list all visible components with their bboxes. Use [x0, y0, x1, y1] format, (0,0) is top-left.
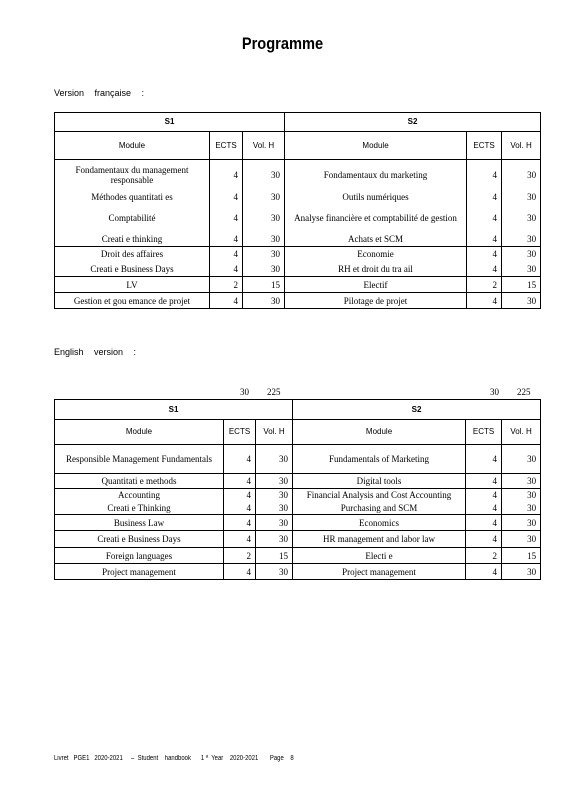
- table-row: [55, 502, 541, 515]
- english-version-label: English version :: [54, 347, 137, 357]
- module-cell: Project management: [293, 564, 466, 580]
- semester-header-row: [55, 113, 541, 132]
- hours-cell: 15: [502, 277, 541, 293]
- hours-cell: 30: [243, 160, 285, 190]
- ects-header: ECTS: [466, 420, 502, 445]
- module-cell: Economics: [293, 515, 466, 531]
- ects-cell: 4: [224, 564, 256, 580]
- hours-cell: 30: [502, 531, 541, 548]
- hours-cell: 30: [502, 474, 541, 489]
- module-header: Module: [55, 132, 210, 160]
- ects-cell: 4: [466, 474, 502, 489]
- ects-cell: 4: [210, 293, 243, 309]
- module-header: Module: [55, 420, 224, 445]
- module-cell: Electi e: [293, 548, 466, 564]
- semester-s2-header: S2: [285, 113, 541, 132]
- module-header: Module: [293, 420, 466, 445]
- ects-cell: 4: [210, 160, 243, 190]
- module-cell: Responsible Management Fundamentals: [55, 445, 224, 474]
- module-cell: Comptabilité: [55, 205, 210, 232]
- french-program-table: [54, 112, 541, 309]
- module-cell: Financial Analysis and Cost Accounting: [293, 489, 466, 502]
- ects-cell: 4: [224, 502, 256, 515]
- table-row: [55, 515, 541, 531]
- ects-header: ECTS: [210, 132, 243, 160]
- ects-cell: 4: [467, 160, 502, 190]
- module-cell: Gestion et gou emance de projet: [55, 293, 210, 309]
- module-cell: Fundamentals of Marketing: [293, 445, 466, 474]
- table-row: [55, 531, 541, 548]
- ects-cell: 4: [467, 232, 502, 247]
- ects-cell: 4: [466, 489, 502, 502]
- module-cell: Digital tools: [293, 474, 466, 489]
- module-cell: Creati e Thinking: [55, 502, 224, 515]
- module-cell: Outils numériques: [285, 190, 467, 205]
- ects-cell: 4: [224, 489, 256, 502]
- hours-cell: 30: [243, 232, 285, 247]
- ects-cell: 4: [210, 232, 243, 247]
- s1-total-ects: 30: [240, 387, 249, 397]
- table-row: [55, 548, 541, 564]
- volume-hours-header: Vol. H: [256, 420, 293, 445]
- module-cell: Creati e Business Days: [55, 531, 224, 548]
- ects-cell: 4: [466, 445, 502, 474]
- ects-cell: 4: [467, 190, 502, 205]
- table-row: [55, 489, 541, 502]
- ects-cell: 4: [224, 531, 256, 548]
- semester-s2-header: S2: [293, 400, 541, 420]
- table-row: [55, 564, 541, 580]
- ects-cell: 4: [467, 262, 502, 277]
- module-cell: Analyse financière et comptabilité de gestion: [285, 205, 467, 232]
- table-row: [55, 190, 541, 205]
- hours-cell: 30: [256, 515, 293, 531]
- table-row: [55, 474, 541, 489]
- hours-cell: 30: [256, 531, 293, 548]
- hours-cell: 15: [243, 277, 285, 293]
- module-cell: RH et droit du tra ail: [285, 262, 467, 277]
- module-cell: Quantitati e methods: [55, 474, 224, 489]
- semester-header-row: [55, 400, 541, 420]
- module-cell: Foreign languages: [55, 548, 224, 564]
- volume-hours-header: Vol. H: [502, 420, 541, 445]
- hours-cell: 15: [502, 548, 541, 564]
- hours-cell: 30: [502, 293, 541, 309]
- page-footer: Livret PGE1 2020-2021 – Student handbook 1 ª Year 2020-2021 Page 8: [54, 755, 294, 762]
- module-cell: Project management: [55, 564, 224, 580]
- page-title: Programme: [241, 34, 324, 53]
- hours-cell: 30: [502, 160, 541, 190]
- hours-cell: 30: [502, 489, 541, 502]
- french-version-label: Version française :: [54, 88, 145, 98]
- module-cell: Fondamentaux du marketing: [285, 160, 467, 190]
- s2-total-hours: 225: [517, 387, 531, 397]
- module-header: Module: [285, 132, 467, 160]
- module-cell: Achats et SCM: [285, 232, 467, 247]
- column-header-row: [55, 132, 541, 160]
- hours-cell: 30: [256, 564, 293, 580]
- semester-s1-header: S1: [55, 113, 285, 132]
- hours-cell: 30: [502, 262, 541, 277]
- s1-total-hours: 225: [267, 387, 281, 397]
- hours-cell: 30: [502, 515, 541, 531]
- table-row: [55, 232, 541, 247]
- module-cell: Purchasing and SCM: [293, 502, 466, 515]
- table-row: [55, 262, 541, 277]
- ects-cell: 4: [210, 190, 243, 205]
- module-cell: Pilotage de projet: [285, 293, 467, 309]
- module-cell: Business Law: [55, 515, 224, 531]
- ects-header: ECTS: [467, 132, 502, 160]
- hours-cell: 30: [243, 262, 285, 277]
- ects-cell: 4: [466, 502, 502, 515]
- hours-cell: 30: [502, 232, 541, 247]
- hours-cell: 30: [243, 190, 285, 205]
- table-row: [55, 205, 541, 232]
- semester-s1-header: S1: [55, 400, 293, 420]
- ects-header: ECTS: [224, 420, 256, 445]
- module-cell: LV: [55, 277, 210, 293]
- english-program-table: [54, 399, 541, 580]
- hours-cell: 30: [502, 502, 541, 515]
- module-cell: Méthodes quantitati es: [55, 190, 210, 205]
- module-cell: Creati e thinking: [55, 232, 210, 247]
- column-header-row: [55, 420, 541, 445]
- ects-cell: 4: [466, 531, 502, 548]
- module-cell: Fondamentaux du management responsable: [55, 160, 210, 190]
- ects-cell: 4: [210, 262, 243, 277]
- ects-cell: 4: [210, 205, 243, 232]
- ects-cell: 4: [466, 515, 502, 531]
- table-row: [55, 445, 541, 474]
- hours-cell: 30: [502, 247, 541, 262]
- module-cell: Droit des affaires: [55, 247, 210, 262]
- hours-cell: 30: [256, 445, 293, 474]
- hours-cell: 30: [502, 205, 541, 232]
- hours-cell: 30: [502, 190, 541, 205]
- ects-cell: 4: [467, 293, 502, 309]
- ects-cell: 4: [224, 445, 256, 474]
- module-cell: Creati e Business Days: [55, 262, 210, 277]
- ects-cell: 4: [224, 515, 256, 531]
- volume-hours-header: Vol. H: [243, 132, 285, 160]
- hours-cell: 30: [502, 564, 541, 580]
- ects-cell: 4: [224, 474, 256, 489]
- ects-cell: 2: [467, 277, 502, 293]
- module-cell: HR management and labor law: [293, 531, 466, 548]
- table-row: [55, 293, 541, 309]
- hours-cell: 30: [243, 205, 285, 232]
- s2-total-ects: 30: [490, 387, 499, 397]
- hours-cell: 30: [502, 445, 541, 474]
- ects-cell: 2: [224, 548, 256, 564]
- table-row: [55, 160, 541, 190]
- ects-cell: 2: [210, 277, 243, 293]
- table-row: [55, 247, 541, 262]
- hours-cell: 30: [243, 247, 285, 262]
- volume-hours-header: Vol. H: [502, 132, 541, 160]
- hours-cell: 30: [256, 474, 293, 489]
- ects-cell: 4: [467, 205, 502, 232]
- hours-cell: 30: [243, 293, 285, 309]
- hours-cell: 15: [256, 548, 293, 564]
- ects-cell: 4: [467, 247, 502, 262]
- table-row: [55, 277, 541, 293]
- module-cell: Electif: [285, 277, 467, 293]
- hours-cell: 30: [256, 489, 293, 502]
- ects-cell: 4: [210, 247, 243, 262]
- ects-cell: 2: [466, 548, 502, 564]
- module-cell: Accounting: [55, 489, 224, 502]
- ects-cell: 4: [466, 564, 502, 580]
- hours-cell: 30: [256, 502, 293, 515]
- module-cell: Economie: [285, 247, 467, 262]
